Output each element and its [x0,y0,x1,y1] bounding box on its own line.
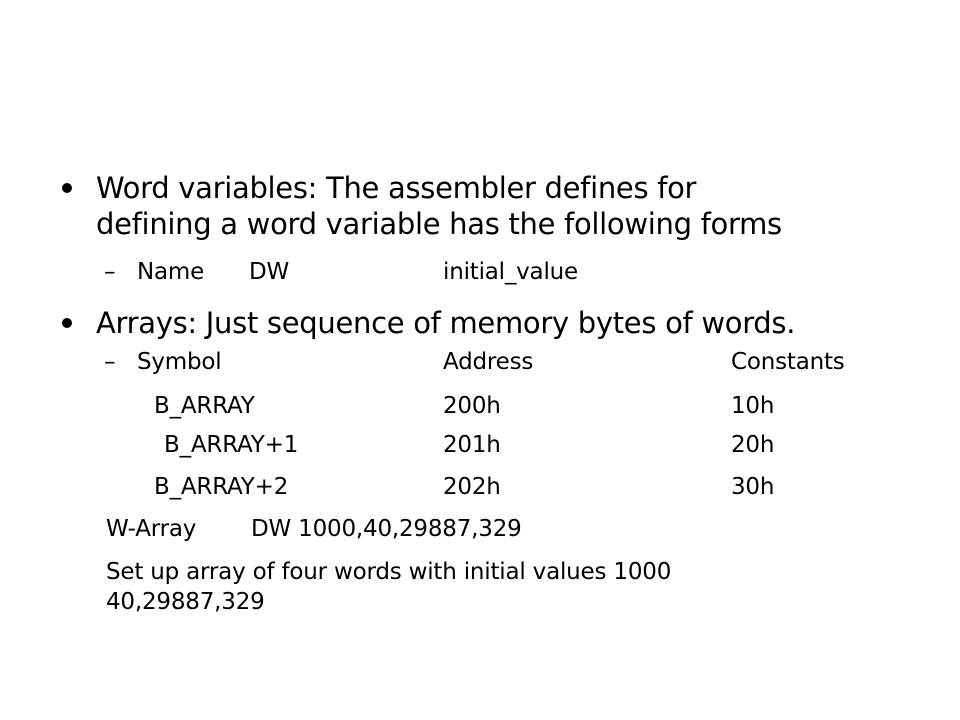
bullet-dot-1 [62,183,72,193]
bullet-dot-2 [62,318,72,328]
sub-1-dash: – [104,259,116,285]
sub-1-value: initial_value [443,259,578,285]
table-header-constants: Constants [731,349,845,375]
table-row-2-symbol: B_ARRAY+1 [164,432,299,458]
table-header-address: Address [443,349,534,375]
bullet-1-line-1: Word variables: The assembler defines for [96,171,697,205]
bullet-1-line-2: defining a word variable has the following forms [96,207,782,241]
table-row-3-constant: 30h [731,474,775,500]
bullet-2-text: Arrays: Just sequence of memory bytes of words. [96,306,796,340]
table-row-2-address: 201h [443,432,501,458]
sub-1-name: Name [137,259,205,285]
table-header-symbol: Symbol [137,349,222,375]
warray-definition: DW 1000,40,29887,329 [251,516,522,542]
note-line-1: Set up array of four words with initial values 1000 [106,559,672,585]
table-row-1-constant: 10h [731,393,775,419]
table-row-2-constant: 20h [731,432,775,458]
table-row-3-symbol: B_ARRAY+2 [154,474,289,500]
table-row-1-address: 200h [443,393,501,419]
note-line-2: 40,29887,329 [106,589,265,615]
warray-label: W-Array [106,516,197,542]
sub-1-dw: DW [249,259,290,285]
table-row-1-symbol: B_ARRAY [154,393,255,419]
table-dash: – [104,349,116,375]
table-row-3-address: 202h [443,474,501,500]
